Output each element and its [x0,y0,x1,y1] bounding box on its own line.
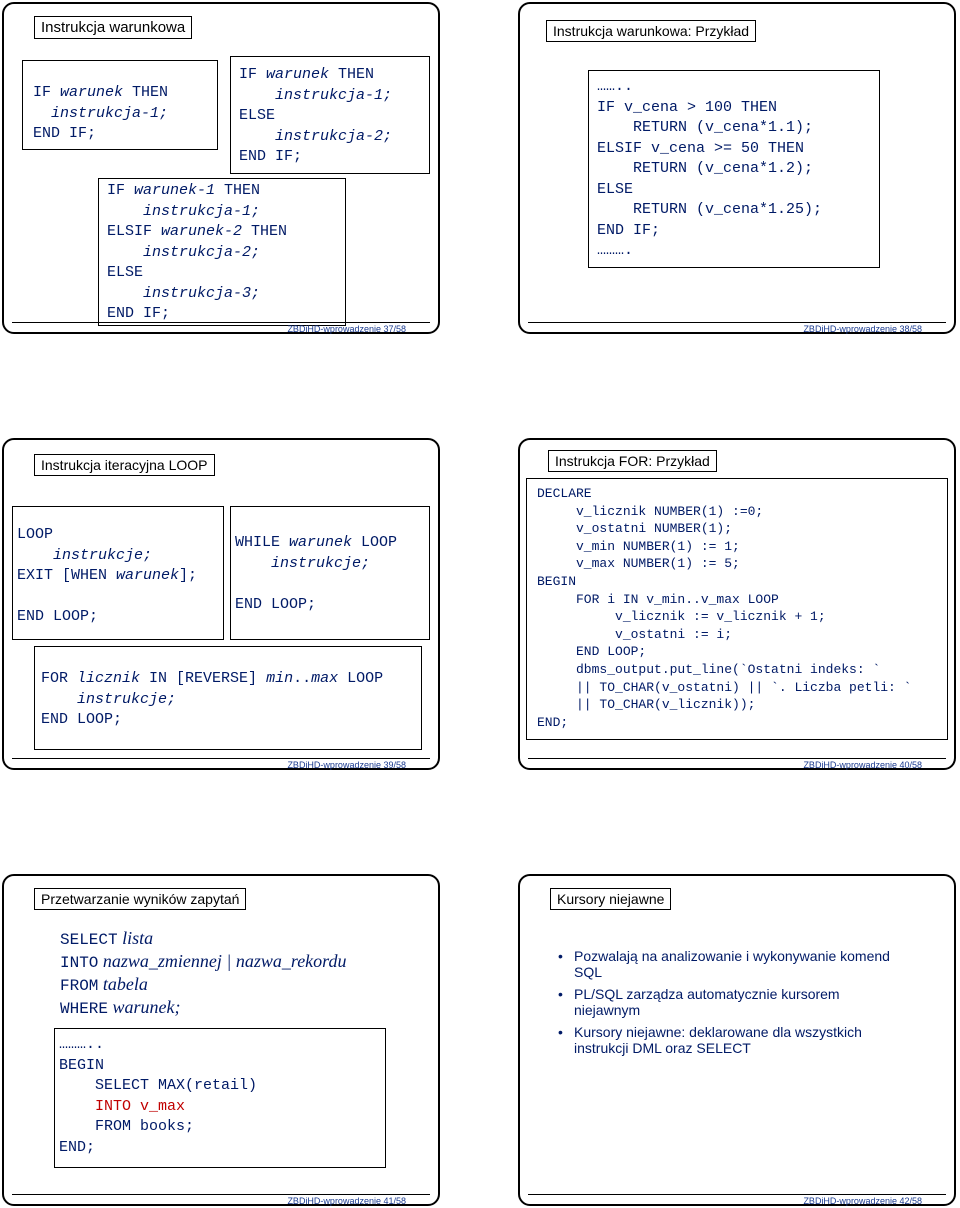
code-line: v_min NUMBER(1) := 1; [537,538,740,554]
code-line: ELSE [239,107,276,124]
code-line: END LOOP; [17,608,99,625]
bullet-dot-icon: • [558,986,563,1002]
syntax-keyword: INTO [60,954,99,972]
code-line: dbms_output.put_line(`Ostatni indeks: ` [537,661,881,677]
code-line: ELSIF warunek-2 THEN [107,223,288,240]
bullet-text: PL/SQL zarządza automatycznie kursorem niejawnym [574,986,840,1018]
slide-41-footer: ZBDiHD-wprowadzenie 41/58 [287,1196,406,1206]
code-line: || TO_CHAR(v_licznik)); [537,697,756,713]
syntax-text: warunek; [108,997,181,1017]
bullet-item [558,948,898,980]
syntax-line [60,974,347,997]
syntax-line [60,928,347,951]
code-line: FROM books; [59,1118,195,1135]
slide-38 [518,2,956,334]
code-if-else [239,65,392,168]
code-line: BEGIN [59,1056,105,1074]
slide-39-title: Instrukcja iteracyjna LOOP [34,454,215,476]
syntax-keyword: SELECT [60,931,118,949]
code-while [235,533,397,615]
code-box-price-example [588,70,880,268]
footer-divider [12,758,430,759]
code-line: v_max NUMBER(1) := 5; [537,556,740,572]
slide-38-footer: ZBDiHD-wprowadzenie 38/58 [803,324,922,334]
code-line: v_ostatni := i; [537,626,733,642]
footer-divider [528,758,946,759]
code-line: END IF; [107,305,171,322]
bullet-text: Kursory niejawne: deklarowane dla wszystkich instrukcji DML oraz SELECT [574,1024,862,1056]
code-line: END LOOP; [537,644,647,660]
code-box-if-else [230,56,430,174]
slide-42-title: Kursory niejawne [550,888,671,910]
code-line: ……….. [59,1036,105,1053]
slide-41 [2,874,440,1206]
code-for-example [537,485,911,731]
code-line: RETURN (v_cena*1.25); [597,201,823,218]
code-line: instrukcja-2; [107,243,261,261]
code-line: END LOOP; [41,711,123,728]
code-line: FOR licznik IN [REVERSE] min..max LOOP [41,670,384,687]
code-line: END IF; [239,148,303,165]
slide-37-footer: ZBDiHD-wprowadzenie 37/58 [287,324,406,334]
code-line: DECLARE [537,486,592,501]
footer-divider [12,322,430,323]
bullet-dot-icon: • [558,948,563,964]
syntax-keyword: WHERE [60,1000,109,1018]
slide-37 [2,2,440,334]
code-line: RETURN (v_cena*1.2); [597,160,814,177]
code-line: LOOP [17,526,54,543]
code-box-for-example [526,478,948,740]
code-box-while [230,506,430,640]
code-elsif [107,181,287,325]
slide-40-title: Instrukcja FOR: Przykład [548,450,717,472]
slide-40-footer: ZBDiHD-wprowadzenie 40/58 [803,760,922,770]
code-box-select-max [54,1028,386,1168]
code-loop [17,525,197,628]
slide-42-footer: ZBDiHD-wprowadzenie 42/58 [803,1196,922,1206]
code-box-loop [12,506,224,640]
footer-divider [528,1194,946,1195]
code-line: END LOOP; [235,595,317,613]
code-line: IF warunek THEN [33,84,169,101]
code-line: ELSIF v_cena >= 50 THEN [597,139,805,157]
code-box-for [34,646,422,750]
select-into-syntax [60,928,347,1020]
code-line: END IF; [33,125,97,142]
code-line: v_ostatni NUMBER(1); [537,521,733,537]
syntax-text: nazwa_zmiennej | nazwa_rekordu [98,951,347,971]
code-line: IF v_cena > 100 THEN [597,98,778,116]
code-line: instrukcja-3; [107,284,261,302]
code-line: FOR i IN v_min..v_max LOOP [537,591,779,607]
footer-divider [528,322,946,323]
code-line: INTO v_max [59,1097,186,1115]
syntax-text: lista [117,928,154,948]
code-line: IF warunek THEN [239,66,375,83]
syntax-line [60,997,347,1020]
code-if-then [33,83,168,145]
code-line: instrukcje; [41,690,177,708]
code-line: instrukcje; [235,554,371,572]
code-line: ELSE [107,264,144,281]
code-box-elsif [98,178,346,326]
code-line: END IF; [597,221,661,239]
bullet-item [558,1024,898,1056]
code-line: instrukcja-1; [33,104,169,122]
code-line: IF warunek-1 THEN [107,182,261,199]
code-line: instrukcja-2; [239,127,393,145]
code-line: END; [537,714,569,730]
code-line: WHILE warunek LOOP [235,534,398,551]
code-line: …….. [597,78,634,95]
code-select-max [59,1035,257,1158]
slide-37-title: Instrukcja warunkowa [34,16,192,39]
code-line: EXIT [WHEN warunek]; [17,567,198,584]
slide-41-title: Przetwarzanie wyników zapytań [34,888,246,910]
footer-divider [12,1194,430,1195]
code-line: ELSE [597,180,634,198]
slide-39 [2,438,440,770]
code-box-if-then [22,60,218,150]
slide-39-footer: ZBDiHD-wprowadzenie 39/58 [287,760,406,770]
bullet-list [558,948,898,1062]
code-for [41,669,383,731]
code-line: BEGIN [537,573,577,589]
code-line [235,574,397,595]
code-line: instrukcja-1; [239,86,393,104]
code-line: END; [59,1138,96,1156]
code-line: RETURN (v_cena*1.1); [597,119,814,136]
slide-42 [518,874,956,1206]
slide-40 [518,438,956,770]
syntax-text: tabela [98,974,148,994]
code-line: v_licznik NUMBER(1) :=0; [537,503,764,519]
bullet-text: Pozwalają na analizowanie i wykonywanie komend SQL [574,948,890,980]
bullet-item [558,986,898,1018]
code-line: || TO_CHAR(v_ostatni) || `. Liczba petli: ` [537,679,912,695]
bullet-dot-icon: • [558,1024,563,1040]
code-line: ………. [597,242,634,259]
code-price-example [597,77,822,262]
syntax-line [60,951,347,974]
code-line: SELECT MAX(retail) [59,1077,258,1094]
slide-38-title: Instrukcja warunkowa: Przykład [546,20,756,42]
code-line: v_licznik := v_licznik + 1; [537,609,826,625]
syntax-keyword: FROM [60,977,99,995]
code-line: instrukcja-1; [107,202,261,220]
code-line [17,587,197,608]
code-line: instrukcje; [17,546,153,564]
